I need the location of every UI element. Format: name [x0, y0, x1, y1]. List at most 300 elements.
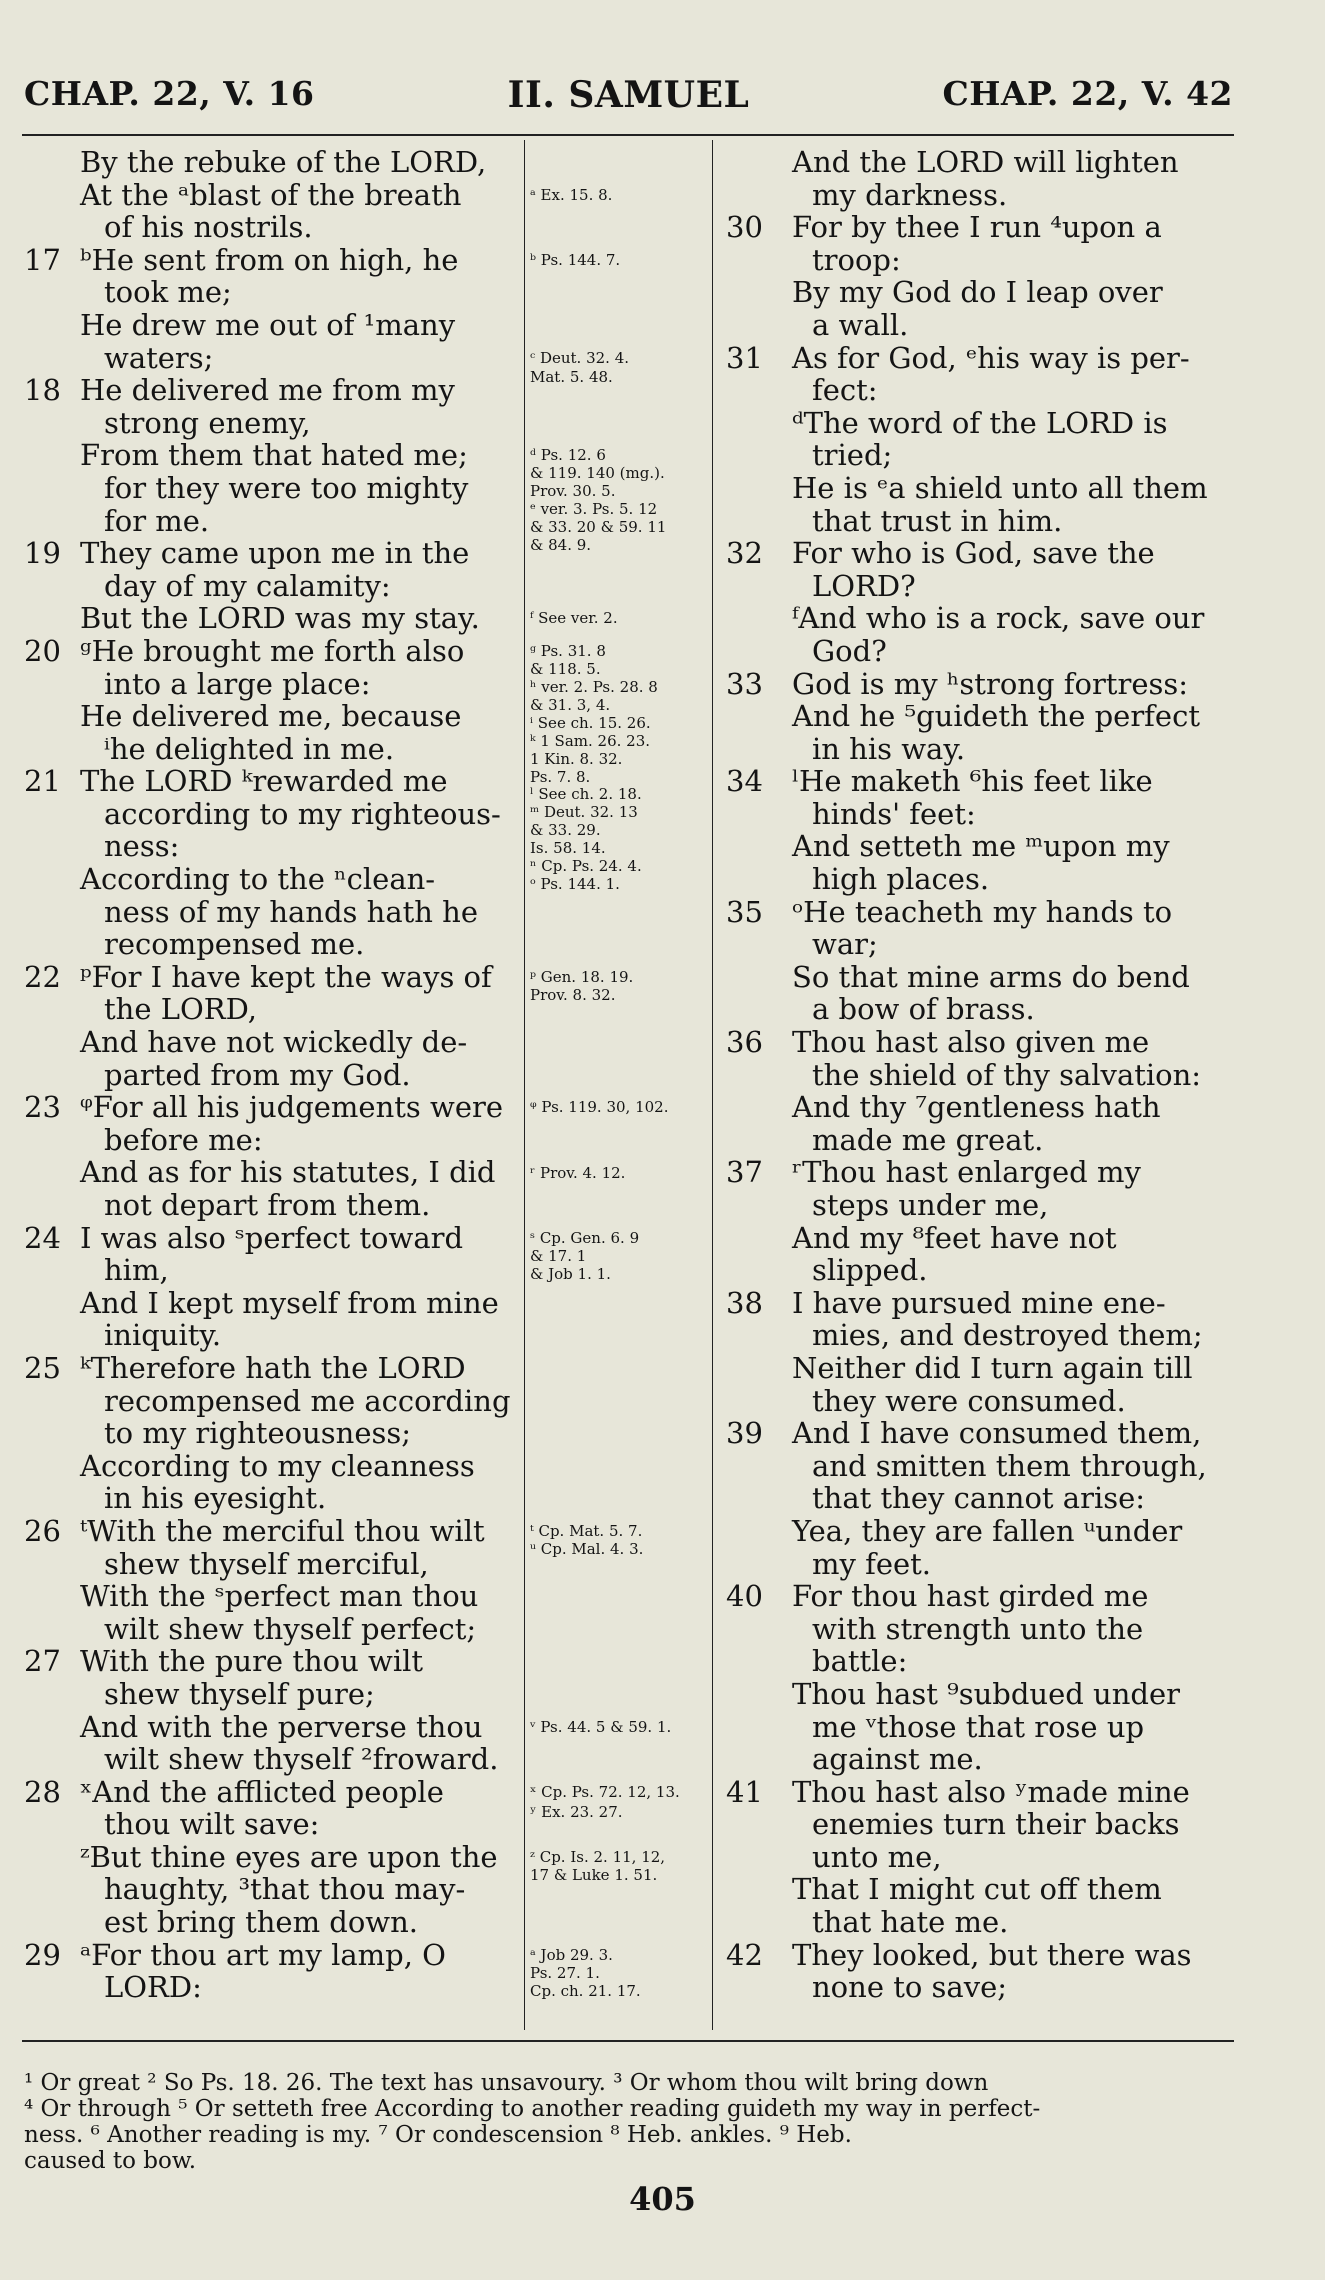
verse-text: according to my righteous-: [104, 796, 501, 831]
verse-text: I was also ˢperfect toward: [80, 1220, 464, 1255]
verse-number: 24: [24, 1220, 61, 1255]
verse-text: For by thee I run ⁴upon a: [792, 210, 1162, 245]
verse-line: [728, 798, 1238, 831]
verse-text: that trust in him.: [812, 503, 1063, 538]
verse-line: [24, 1515, 514, 1548]
verse-line: [24, 146, 514, 179]
verse-text: And I have consumed them,: [792, 1416, 1202, 1451]
verse-line: [728, 1711, 1238, 1744]
running-head: [24, 74, 1233, 124]
verse-text: With the ˢperfect man thou: [80, 1579, 479, 1614]
verse-text: before me:: [104, 1122, 263, 1157]
verse-text: Yea, they are fallen ᵘunder: [792, 1513, 1183, 1548]
cross-reference: ᵏ 1 Sam. 26. 23.: [530, 731, 651, 750]
verse-line: [24, 472, 514, 505]
footnote-line: ¹ Or great ² So Ps. 18. 26. The text has unsavoury. ³ Or whom thou wilt bring down: [24, 2070, 989, 2096]
verse-line: [728, 374, 1238, 407]
verse-text: into a large place:: [104, 666, 371, 701]
verse-line: [728, 830, 1238, 863]
running-head-left: CHAP. 22, V. 16: [24, 74, 315, 113]
verse-text: And setteth me ᵐupon my: [792, 829, 1170, 864]
verse-line: [24, 1222, 514, 1255]
verse-text: him,: [104, 1253, 169, 1288]
verse-line: [24, 276, 514, 309]
verse-text: According to my cleanness: [80, 1448, 475, 1483]
cross-reference: Is. 58. 14.: [530, 839, 606, 858]
verse-line: [24, 1450, 514, 1483]
verse-text: He delivered me, because: [80, 699, 462, 734]
cross-reference: & 84. 9.: [530, 536, 592, 555]
cross-reference: ʳ Prov. 4. 12.: [530, 1163, 626, 1182]
verse-line: [24, 1645, 514, 1678]
verse-line: [24, 830, 514, 863]
verse-line: [24, 1026, 514, 1059]
verse-number: 38: [726, 1285, 763, 1320]
verse-text: me ᵛthose that rose up: [812, 1709, 1145, 1744]
left-column: [24, 146, 514, 2004]
cross-reference: ⁱ See ch. 15. 26.: [530, 713, 651, 732]
verse-line: [24, 765, 514, 798]
verse-number: 40: [726, 1579, 763, 1614]
verse-line: [728, 700, 1238, 733]
verse-text: God?: [812, 633, 887, 668]
verse-text: parted from my God.: [104, 1057, 411, 1092]
verse-line: [24, 1319, 514, 1352]
verse-text: That I might cut off them: [792, 1872, 1162, 1907]
verse-number: 28: [24, 1774, 61, 1809]
verse-text: war;: [812, 927, 878, 962]
verse-line: [728, 1645, 1238, 1678]
verse-text: ᵠFor all his judgements were: [80, 1090, 504, 1125]
verse-number: 32: [726, 536, 763, 571]
verse-text: Thou hast also given me: [792, 1025, 1150, 1060]
cross-reference: ᵈ Ps. 12. 6: [530, 446, 606, 465]
verse-text: a bow of brass.: [812, 992, 1035, 1027]
verse-text: of his nostrils.: [104, 210, 313, 245]
verse-line: [24, 505, 514, 538]
verse-line: [728, 896, 1238, 929]
verse-text: And my ⁸feet have not: [792, 1220, 1117, 1255]
verse-text: And the LORD will lighten: [792, 145, 1179, 179]
verse-text: They came upon me in the: [80, 536, 470, 571]
verse-line: [24, 374, 514, 407]
verse-line: [24, 1417, 514, 1450]
verse-text: From them that hated me;: [80, 438, 468, 473]
verse-line: [24, 1091, 514, 1124]
verse-text: ᵗWith the merciful thou wilt: [80, 1513, 485, 1548]
cross-reference: & Job 1. 1.: [530, 1264, 611, 1283]
verse-number: 20: [24, 633, 61, 668]
verse-text: And he ⁵guideth the perfect: [792, 699, 1200, 734]
verse-text: recompensed me according: [104, 1383, 511, 1418]
verse-line: [24, 179, 514, 212]
verse-line: [728, 1580, 1238, 1613]
verse-text: shew thyself merciful,: [104, 1546, 429, 1581]
cross-reference: & 17. 1: [530, 1246, 587, 1265]
cross-reference: Ps. 7. 8.: [530, 767, 591, 786]
verse-line: [728, 928, 1238, 961]
verse-number: 21: [24, 764, 61, 799]
verse-line: [728, 993, 1238, 1026]
verse-text: And I kept myself from mine: [80, 1285, 499, 1320]
verse-line: [728, 961, 1238, 994]
verse-line: [24, 244, 514, 277]
verse-line: [728, 1841, 1238, 1874]
verse-line: [24, 1678, 514, 1711]
verse-number: 33: [726, 666, 763, 701]
cross-reference: ʰ ver. 2. Ps. 28. 8: [530, 677, 658, 696]
verse-text: ᵇHe sent from on high, he: [80, 242, 459, 277]
verse-text: est bring them down.: [104, 1905, 419, 1940]
verse-number: 17: [24, 242, 61, 277]
verse-text: And with the perverse thou: [80, 1709, 483, 1744]
verse-line: [24, 342, 514, 375]
verse-text: troop:: [812, 242, 901, 277]
verse-text: ᵃFor thou art my lamp, O: [80, 1937, 446, 1972]
verse-number: 42: [726, 1937, 763, 1972]
verse-line: [24, 1124, 514, 1157]
verse-text: ᵒHe teacheth my hands to: [792, 894, 1173, 929]
cross-reference: ᵇ Ps. 144. 7.: [530, 250, 621, 269]
verse-line: [24, 1254, 514, 1287]
verse-line: [728, 1156, 1238, 1189]
verse-line: [728, 537, 1238, 570]
verse-line: [24, 1352, 514, 1385]
verse-text: ᵖFor I have kept the ways of: [80, 959, 492, 994]
cross-reference: Mat. 5. 48.: [530, 368, 613, 387]
verse-text: The LORD ᵏrewarded me: [80, 764, 448, 799]
verse-line: [24, 961, 514, 994]
verse-line: [24, 635, 514, 668]
ref-column-left-rule: [524, 140, 525, 2030]
verse-text: God is my ʰstrong fortress:: [792, 666, 1189, 701]
verse-line: [24, 1743, 514, 1776]
verse-text: day of my calamity:: [104, 568, 391, 603]
cross-reference: ᵉ ver. 3. Ps. 5. 12: [530, 500, 658, 519]
verse-text: I have pursued mine ene-: [792, 1285, 1166, 1320]
verse-text: So that mine arms do bend: [792, 959, 1190, 994]
cross-reference: ᵍ Ps. 31. 8: [530, 642, 606, 660]
verse-text: high places.: [812, 862, 990, 897]
verse-number: 19: [24, 536, 61, 571]
verse-text: ˣAnd the afflicted people: [80, 1774, 444, 1809]
verse-number: 34: [726, 764, 763, 799]
cross-reference: Prov. 30. 5.: [530, 482, 616, 501]
cross-reference: & 31. 3, 4.: [530, 695, 611, 714]
verse-text: that hate me.: [812, 1905, 1009, 1940]
verse-number: 18: [24, 373, 61, 408]
verse-text: By the rebuke of the LORD,: [80, 145, 487, 179]
verse-text: battle:: [812, 1644, 908, 1679]
verse-line: [728, 1776, 1238, 1809]
cross-reference: Prov. 8. 32.: [530, 985, 616, 1004]
verse-text: ᵏTherefore hath the LORD: [80, 1350, 466, 1385]
verse-line: [728, 635, 1238, 668]
cross-reference: Ps. 27. 1.: [530, 1963, 600, 1982]
verse-line: [24, 896, 514, 929]
verse-line: [728, 342, 1238, 375]
verse-number: 39: [726, 1416, 763, 1451]
verse-text: ˡHe maketh ⁶his feet like: [792, 764, 1153, 799]
verse-text: For who is God, save the: [792, 536, 1155, 571]
verse-text: haughty, ³that thou may-: [104, 1872, 466, 1907]
cross-reference: ᵐ Deut. 32. 13: [530, 803, 638, 822]
verse-line: [24, 1939, 514, 1972]
verse-text: He drew me out of ¹many: [80, 307, 456, 342]
cross-reference: ᵃ Ex. 15. 8.: [530, 185, 613, 204]
verse-line: [24, 1873, 514, 1906]
verse-line: [728, 1222, 1238, 1255]
verse-line: [24, 700, 514, 733]
cross-reference: ˡ See ch. 2. 18.: [530, 785, 642, 804]
footnote-line: caused to bow.: [24, 2148, 197, 2174]
verse-line: [728, 1548, 1238, 1581]
verse-text: took me;: [104, 275, 232, 310]
verse-text: and smitten them through,: [812, 1448, 1207, 1483]
verse-line: [728, 1124, 1238, 1157]
verse-line: [24, 211, 514, 244]
verse-line: [728, 1254, 1238, 1287]
verse-number: 27: [24, 1644, 61, 1679]
verse-line: [24, 1287, 514, 1320]
footnote-line: ness. ⁶ Another reading is my. ⁷ Or condescension ⁸ Heb. ankles. ⁹ Heb.: [24, 2122, 852, 2148]
verse-number: 41: [726, 1774, 763, 1809]
verse-text: the shield of thy salvation:: [812, 1057, 1202, 1092]
verse-text: Neither did I turn again till: [792, 1350, 1193, 1385]
cross-reference: & 33. 29.: [530, 821, 601, 840]
verse-number: 37: [726, 1155, 763, 1190]
cross-reference: ᶜ Deut. 32. 4.: [530, 348, 630, 367]
verse-line: [728, 733, 1238, 766]
verse-text: the LORD,: [104, 992, 258, 1027]
verse-text: ⁱhe delighted in me.: [104, 731, 395, 766]
header-rule: [22, 134, 1234, 136]
verse-text: And thy ⁷gentleness hath: [792, 1090, 1161, 1125]
verse-line: [24, 1776, 514, 1809]
verse-line: [728, 1906, 1238, 1939]
verse-text: a wall.: [812, 307, 909, 342]
verse-line: [728, 1613, 1238, 1646]
verse-line: [24, 928, 514, 961]
verse-line: [728, 146, 1238, 179]
cross-reference: ᵖ Gen. 18. 19.: [530, 968, 634, 986]
verse-text: He delivered me from my: [80, 373, 455, 408]
verse-text: with strength unto the: [812, 1611, 1144, 1646]
verse-line: [24, 537, 514, 570]
verse-text: made me great.: [812, 1122, 1044, 1157]
verse-number: 23: [24, 1090, 61, 1125]
book-title: II. SAMUEL: [507, 74, 750, 116]
verse-line: [24, 407, 514, 440]
verse-line: [24, 1580, 514, 1613]
verse-text: LORD?: [812, 568, 916, 603]
verse-line: [728, 1450, 1238, 1483]
verse-line: [24, 439, 514, 472]
verse-text: ness of my hands hath he: [104, 894, 478, 929]
verse-line: [728, 505, 1238, 538]
verse-line: [728, 211, 1238, 244]
verse-line: [24, 309, 514, 342]
verse-text: They looked, but there was: [792, 1937, 1192, 1972]
verse-line: [24, 1482, 514, 1515]
cross-reference: & 118. 5.: [530, 659, 601, 678]
verse-text: recompensed me.: [104, 927, 365, 962]
verse-line: [24, 1906, 514, 1939]
verse-number: 26: [24, 1513, 61, 1548]
verse-text: fect:: [812, 373, 878, 408]
verse-line: [728, 1743, 1238, 1776]
verse-text: ʳThou hast enlarged my: [792, 1155, 1141, 1190]
verse-text: not depart from them.: [104, 1188, 431, 1222]
verse-text: By my God do I leap over: [792, 275, 1163, 310]
cross-reference: & 33. 20 & 59. 11: [530, 518, 667, 537]
cross-reference: Cp. ch. 21. 17.: [530, 1981, 641, 2000]
verse-text: wilt shew thyself perfect;: [104, 1611, 477, 1646]
verse-line: [24, 1548, 514, 1581]
verse-line: [24, 602, 514, 635]
verse-text: for me.: [104, 503, 210, 538]
verse-line: [728, 1352, 1238, 1385]
verse-line: [24, 733, 514, 766]
verse-line: [24, 1841, 514, 1874]
verse-line: [728, 439, 1238, 472]
verse-line: [24, 570, 514, 603]
right-column: [728, 146, 1238, 2004]
verse-line: [728, 179, 1238, 212]
cross-reference: ˢ Cp. Gen. 6. 9: [530, 1228, 640, 1247]
verse-line: [728, 1873, 1238, 1906]
cross-reference: ᵃ Job 29. 3.: [530, 1946, 613, 1964]
verse-text: With the pure thou wilt: [80, 1644, 424, 1679]
verse-line: [24, 1385, 514, 1418]
verse-line: [728, 1482, 1238, 1515]
verse-line: [728, 1515, 1238, 1548]
verse-number: 30: [726, 210, 763, 245]
verse-line: [24, 1613, 514, 1646]
verse-text: my feet.: [812, 1546, 932, 1581]
verse-text: LORD:: [104, 1970, 202, 2005]
verse-text: As for God, ᵉhis way is per-: [792, 340, 1190, 375]
page-number: 405: [629, 2180, 696, 2218]
cross-reference: ᵒ Ps. 144. 1.: [530, 875, 620, 894]
verse-text: But the LORD was my stay.: [80, 601, 480, 636]
footnote-line: ⁴ Or through ⁵ Or setteth free According to another reading guideth my way in perfect-: [24, 2096, 1041, 2122]
verse-number: 31: [726, 340, 763, 375]
verse-line: [728, 472, 1238, 505]
verse-text: for they were too mighty: [104, 470, 469, 505]
verse-text: slipped.: [812, 1253, 928, 1288]
running-head-right: CHAP. 22, V. 42: [942, 74, 1233, 113]
cross-reference: ᵘ Cp. Mal. 4. 3.: [530, 1540, 644, 1559]
verse-text: shew thyself pure;: [104, 1676, 375, 1711]
verse-text: waters;: [104, 340, 214, 375]
verse-text: my darkness.: [812, 177, 1008, 212]
verse-text: ᵍHe brought me forth also: [80, 633, 465, 668]
verse-line: [24, 1059, 514, 1092]
verse-text: And as for his statutes, I did: [80, 1155, 496, 1190]
verse-line: [728, 407, 1238, 440]
verse-line: [728, 1287, 1238, 1320]
verse-text: ness:: [104, 829, 180, 864]
cross-reference: ʸ Ex. 23. 27.: [530, 1802, 623, 1821]
verse-line: [728, 1971, 1238, 2004]
cross-reference: ᵛ Ps. 44. 5 & 59. 1.: [530, 1717, 672, 1736]
verse-text: enemies turn their backs: [812, 1807, 1180, 1842]
verse-line: [728, 1059, 1238, 1092]
verse-text: none to save;: [812, 1970, 1008, 2005]
cross-reference: ᵗ Cp. Mat. 5. 7.: [530, 1522, 643, 1541]
verse-line: [728, 1189, 1238, 1222]
verse-text: iniquity.: [104, 1318, 222, 1353]
verse-line: [24, 1189, 514, 1222]
verse-number: 29: [24, 1937, 61, 1972]
verse-text: they were consumed.: [812, 1383, 1126, 1418]
cross-reference: ⁿ Cp. Ps. 24. 4.: [530, 857, 642, 876]
verse-line: [728, 1417, 1238, 1450]
verse-number: 36: [726, 1025, 763, 1060]
verse-number: 25: [24, 1350, 61, 1385]
verse-line: [728, 1385, 1238, 1418]
verse-line: [728, 668, 1238, 701]
verse-line: [728, 1678, 1238, 1711]
verse-text: And have not wickedly de-: [80, 1025, 468, 1060]
cross-reference: ᶻ Cp. Is. 2. 11, 12,: [530, 1848, 666, 1867]
cross-reference: & 119. 140 (mg.).: [530, 464, 665, 483]
cross-reference: 17 & Luke 1. 51.: [530, 1866, 658, 1885]
ref-column-right-rule: [712, 140, 713, 2030]
verse-line: [728, 570, 1238, 603]
verse-text: At the ᵃblast of the breath: [80, 177, 462, 212]
verse-line: [728, 863, 1238, 896]
verse-line: [728, 1026, 1238, 1059]
verse-line: [728, 765, 1238, 798]
verse-text: thou wilt save:: [104, 1807, 320, 1842]
verse-text: to my righteousness;: [104, 1416, 412, 1451]
verse-line: [728, 1091, 1238, 1124]
verse-line: [728, 602, 1238, 635]
verse-line: [24, 798, 514, 831]
verse-text: steps under me,: [812, 1188, 1049, 1222]
footnote-rule: [22, 2040, 1234, 2042]
verse-text: against me.: [812, 1742, 983, 1777]
verse-text: tried;: [812, 438, 893, 473]
verse-text: For thou hast girded me: [792, 1579, 1149, 1614]
verse-line: [728, 244, 1238, 277]
verse-line: [24, 863, 514, 896]
verse-text: that they cannot arise:: [812, 1481, 1146, 1516]
verse-line: [24, 1711, 514, 1744]
verse-text: According to the ⁿclean-: [80, 862, 436, 897]
verse-line: [728, 1319, 1238, 1352]
verse-line: [24, 668, 514, 701]
cross-reference: ˣ Cp. Ps. 72. 12, 13.: [530, 1783, 680, 1801]
verse-text: ᶠAnd who is a rock, save our: [792, 601, 1205, 636]
verse-line: [728, 1939, 1238, 1972]
verse-text: strong enemy,: [104, 405, 311, 440]
footnotes: [24, 2070, 1244, 2174]
verse-text: Thou hast ⁹subdued under: [792, 1676, 1180, 1711]
cross-reference: ᶠ See ver. 2.: [530, 609, 618, 628]
verse-line: [24, 1971, 514, 2004]
cross-reference: 1 Kin. 8. 32.: [530, 749, 623, 768]
verse-text: He is ᵉa shield unto all them: [792, 470, 1208, 505]
verse-text: in his eyesight.: [104, 1481, 327, 1516]
verse-line: [728, 309, 1238, 342]
verse-text: in his way.: [812, 731, 966, 766]
verse-number: 35: [726, 894, 763, 929]
verse-text: unto me,: [812, 1839, 942, 1874]
verse-text: mies, and destroyed them;: [812, 1318, 1203, 1353]
